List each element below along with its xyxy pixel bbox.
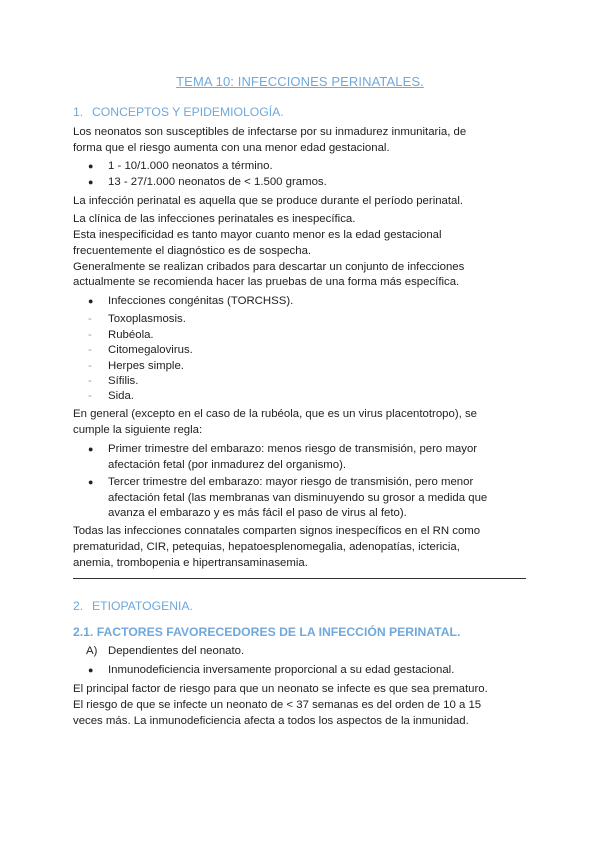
page-title: TEMA 10: INFECCIONES PERINATALES. (176, 74, 424, 89)
section-1-heading (73, 105, 284, 119)
list-item-text: Herpes simple. (108, 360, 184, 372)
section-2-heading-text: ETIOPATOGENIA. (92, 599, 193, 613)
list-item (88, 293, 294, 309)
list-item-text: Rubéola. (108, 329, 154, 341)
paragraph-line: forma que el riesgo aumenta con una menor edad gestacional. (73, 142, 390, 154)
list-item (86, 643, 245, 659)
section-2-heading (73, 599, 193, 613)
list-item (88, 158, 273, 174)
bullet-icon: ● (88, 296, 94, 306)
section-1-number: 1. (73, 105, 84, 119)
list-item-text: Citomegalovirus. (108, 344, 193, 356)
bullet-icon: ● (88, 177, 94, 187)
list-item-continuation: afectación fetal (por inmadurez del organismo). (108, 459, 347, 471)
list-item-text: Sida. (108, 390, 134, 402)
list-item (88, 441, 478, 457)
bullet-icon: ● (88, 665, 94, 675)
list-item-text: Infecciones congénitas (TORCHSS). (108, 295, 294, 307)
section-2-number: 2. (73, 599, 84, 613)
list-item-continuation: avanza el embarazo y es más fácil el paso de virus al feto). (108, 507, 407, 519)
paragraph-line: Esta inespecificidad es tanto mayor cuanto menor es la edad gestacional (73, 229, 442, 241)
list-item-text: Tercer trimestre del embarazo: mayor riesgo de transmisión, pero menor (108, 476, 474, 488)
paragraph-line: El principal factor de riesgo para que un neonato se infecte es que sea prematuro. (73, 683, 488, 695)
list-item-continuation: afectación fetal (las membranas van disminuyendo su grosor a medida que (108, 492, 488, 504)
paragraph-line: La clínica de las infecciones perinatales es inespecífica. (73, 213, 356, 225)
paragraph-line: actualmente se recomienda hacer las pruebas de una forma más específica. (73, 276, 460, 288)
paragraph-line: El riesgo de que se infecte un neonato de < 37 semanas es del orden de 10 a 15 (73, 699, 482, 711)
paragraph-line: anemia, trombopenia e hipertransaminasemia. (73, 557, 308, 569)
paragraph-line: Generalmente se realizan cribados para descartar un conjunto de infecciones (73, 261, 465, 273)
list-item-text: Sífilis. (108, 375, 139, 387)
list-item (88, 174, 327, 190)
list-item-text: Dependientes del neonato. (108, 645, 245, 657)
list-marker: A) (86, 645, 98, 657)
list-item (88, 311, 186, 327)
list-item (88, 327, 154, 343)
paragraph-line: veces más. La inmunodeficiencia afecta a todos los aspectos de la inmunidad. (73, 715, 469, 727)
dash-icon: - (88, 390, 92, 402)
section-1-heading-text: CONCEPTOS Y EPIDEMIOLOGÍA. (92, 105, 284, 119)
bullet-icon: ● (88, 477, 94, 487)
paragraph-line: Los neonatos son susceptibles de infectarse por su inmadurez inmunitaria, de (73, 126, 467, 138)
list-item (88, 662, 455, 678)
list-item-text: 1 - 10/1.000 neonatos a término. (108, 160, 273, 172)
horizontal-divider (73, 578, 526, 579)
list-item-text: Toxoplasmosis. (108, 313, 186, 325)
dash-icon: - (88, 329, 92, 341)
paragraph-line: Todas las infecciones connatales comparten signos inespecíficos en el RN como (73, 525, 481, 537)
list-item-text: Primer trimestre del embarazo: menos riesgo de transmisión, pero mayor (108, 443, 478, 455)
dash-icon: - (88, 375, 92, 387)
paragraph-line: cumple la siguiente regla: (73, 424, 203, 436)
subsection-heading: 2.1. FACTORES FAVORECEDORES DE LA INFECCIÓN PERINATAL. (73, 625, 461, 639)
dash-icon: - (88, 360, 92, 372)
list-item (88, 358, 184, 374)
list-item (88, 373, 139, 389)
bullet-icon: ● (88, 161, 94, 171)
paragraph-line: En general (excepto en el caso de la rubéola, que es un virus placentotropo), se (73, 408, 477, 420)
bullet-icon: ● (88, 444, 94, 454)
list-item-text: 13 - 27/1.000 neonatos de < 1.500 gramos. (108, 176, 327, 188)
paragraph-line: La infección perinatal es aquella que se produce durante el período perinatal. (73, 195, 464, 207)
list-item (88, 388, 134, 404)
paragraph-line: prematuridad, CIR, petequias, hepatoesplenomegalia, adenopatías, ictericia, (73, 541, 460, 553)
list-item-text: Inmunodeficiencia inversamente proporcional a su edad gestacional. (108, 664, 455, 676)
dash-icon: - (88, 344, 92, 356)
list-item (88, 474, 474, 490)
dash-icon: - (88, 313, 92, 325)
paragraph-line: frecuentemente el diagnóstico es de sospecha. (73, 245, 312, 257)
list-item (88, 342, 193, 358)
